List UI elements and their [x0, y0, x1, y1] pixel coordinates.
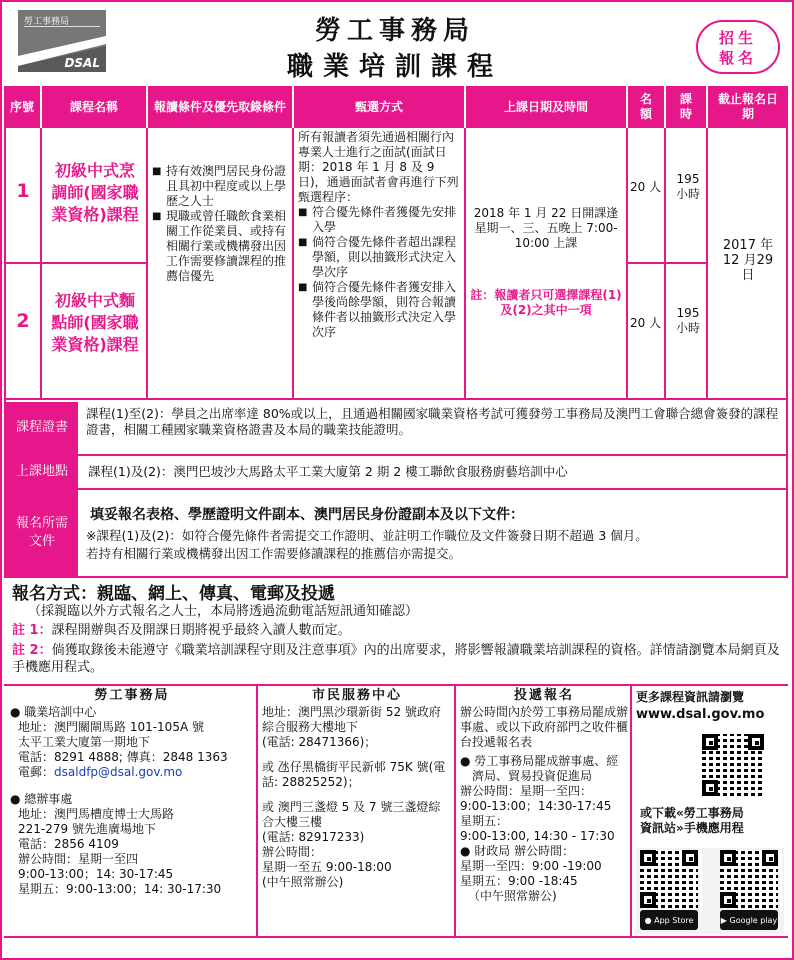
email-link[interactable]: dsaldfp@dsal.gov.mo — [54, 765, 183, 779]
documents-heading: 填妥報名表格、學歷證明文件副本、澳門居民身份證副本及以下文件： — [90, 507, 524, 523]
contacts-divider — [630, 686, 632, 936]
center-name: ● 職業培訓中心 — [10, 705, 97, 719]
table-border — [40, 128, 42, 400]
apple-icon: ● — [644, 915, 655, 925]
qr-corner — [748, 734, 764, 750]
documents-line2: 若持有相關行業或機構發出因工作需要修讀課程的推薦信亦需提交。 — [86, 546, 462, 561]
head-office-hours1: 辦公時間：星期一至四 — [18, 852, 139, 866]
course-hours: 195小時 — [675, 172, 700, 201]
dsal-contact — [10, 688, 254, 897]
center-email-row — [10, 765, 254, 780]
app-download-text — [640, 806, 786, 836]
table-border — [626, 128, 628, 400]
post-office2-text: 財政局 辦公時間： — [474, 844, 575, 858]
post-contact — [460, 688, 628, 904]
civic-address2: 或 氹仔黑橋街平民新邨 75K 號(電話: 28825252)； — [262, 760, 446, 789]
method-heading: 報名方式：親臨、網上、傳真、電郵及投遞 — [12, 584, 335, 604]
logo-rule — [24, 26, 100, 32]
course-quota: 20 人 — [630, 180, 662, 194]
web-info-title: 更多課程資訊請瀏覽 — [636, 690, 745, 704]
table-border — [664, 128, 666, 400]
requirement-item: ■ 現職或曾任職飲食業相關工作從業員、或持有相關行業或機構發出因工作需要修讀課程的推薦信優先 — [152, 209, 290, 284]
certificate-label: 課程證書 — [6, 402, 78, 454]
table-border — [706, 128, 708, 400]
googleplay-label: Google play — [729, 915, 778, 925]
table-border — [146, 128, 148, 400]
header — [0, 0, 790, 84]
post-intro: 辦公時間內於勞工事務局罷成辦事處、或以下政府部門之收件櫃台投遞報名表 — [460, 705, 629, 749]
head-office-phone: 電話：2856 4109 — [18, 837, 119, 851]
selection-intro: 所有報讀者須先通過相關行內專業人士進行之面試(面試日期：2018 年 1 月 8 及 9 日)，通過面試者會再進行下列甄選程序： — [298, 130, 459, 204]
civic-address1: 地址：澳門黑沙環新街 52 號政府綜合服務大樓地下 — [262, 705, 441, 734]
civic-hours1: 辦公時間： — [262, 845, 323, 859]
civic-address3: 或 澳門三盞燈 5 及 7 號三盞燈綜合大樓三樓 — [262, 800, 441, 829]
table-border — [786, 128, 788, 400]
civic-hours2: 星期一至五 9:00-18:00 — [262, 860, 392, 874]
spacer — [262, 750, 452, 760]
col-header-selection: 甄選方式 — [294, 86, 464, 128]
head-office-hours2: 9:00-13:00；14: 30-17:45 — [18, 867, 174, 881]
post-office1-hours3: 星期五： — [460, 814, 509, 828]
civic-contact — [262, 688, 452, 890]
googleplay-qr-code[interactable] — [720, 850, 778, 908]
col-header-hours: 課時 — [666, 86, 706, 128]
col-header-deadline: 截止報名日期 — [708, 86, 788, 128]
col-header-course: 課程名稱 — [42, 86, 146, 128]
dsal-contact-title: 勞工事務局 — [94, 688, 170, 703]
logo-letters: DSAL — [64, 56, 100, 70]
requirements-list — [152, 164, 290, 284]
download-line2: 資訊站»手機應用程 — [640, 821, 744, 835]
location-text: 課程(1)及(2)：澳門巴坡沙大馬路太平工業大廈第 2 期 2 樓工聯飲食服務廚藝培訓中心 — [88, 464, 568, 479]
enrolment-badge — [696, 20, 780, 74]
googleplay-button[interactable] — [720, 910, 778, 930]
spacer — [10, 780, 254, 792]
certificate-text: 課程(1)至(2)：學員之出席率達 80%或以上，且通過相關國家職業資格考試可獲發勞工事務局及澳門工會聯合總會簽發的課程證書，相關工種國家職業資格證書及本局的職業技能證明。 — [86, 406, 779, 437]
appstore-qr-code[interactable] — [640, 850, 698, 908]
spacer — [262, 790, 452, 800]
head-office-name: ● 總辦事處 — [10, 792, 73, 806]
selection-list — [298, 205, 462, 340]
table-border — [464, 128, 466, 400]
note2-text: 倘獲取錄後未能遵守《職業培訓課程守則及注意事項》內的出席要求，將影響報讀職業培訓課程的資格。詳情請瀏覽本局網頁及手機應用程式。 — [12, 643, 780, 675]
col-header-quota: 名額 — [628, 86, 664, 128]
head-office-name-text: 總辦事處 — [24, 792, 73, 806]
table-border — [786, 400, 788, 576]
method-sub: （採親臨以外方式報名之人士，本局將透過流動電話短訊通知確認） — [28, 604, 419, 619]
course-number: 2 — [16, 310, 30, 332]
logo-text: 勞工事務局 — [24, 17, 70, 27]
note1-text: 課程開辦與否及開課日期將視乎最終入讀人數而定。 — [51, 623, 351, 638]
method-note2 — [12, 642, 782, 676]
qr-corner — [720, 850, 736, 866]
requirement-item: ■ 持有效澳門居民身份證且具初中程度或以上學歷之人士 — [152, 164, 290, 209]
col-header-no: 序號 — [4, 86, 40, 128]
contacts-divider — [454, 686, 456, 936]
location-label: 上課地點 — [6, 456, 78, 488]
badge-line1: 招生 — [718, 29, 757, 47]
post-office1-hours4: 9:00-13:00, 14:30 - 17:30 — [460, 829, 615, 843]
course-quota: 20 人 — [630, 316, 662, 330]
play-icon: ▶ — [720, 915, 730, 925]
qr-corner — [640, 850, 656, 866]
head-office-address2: 221-279 號先進廣場地下 — [18, 822, 156, 836]
web-info — [636, 690, 784, 722]
section-divider — [4, 454, 788, 456]
dsal-logo — [18, 10, 106, 72]
qr-corner — [702, 780, 718, 796]
post-contact-title: 投遞報名 — [513, 688, 574, 703]
center-name-text: 職業培訓中心 — [24, 705, 97, 719]
row-divider — [4, 262, 146, 264]
download-line1: 或下載«勞工事務局 — [640, 806, 744, 820]
qr-corner — [702, 734, 718, 750]
documents-line1: ※課程(1)及(2)：如符合優先條件者需提交工作證明、並註明工作職位及文件簽發日期不超過 3 個月。 — [86, 528, 648, 543]
post-office2: ● 財政局 辦公時間： — [460, 844, 575, 858]
post-office1-hours1: 辦公時間：星期一至四： — [460, 784, 593, 798]
head-office-address1: 地址：澳門馬槽度博士大馬路 — [18, 807, 175, 821]
website-link[interactable]: www.dsal.gov.mo — [636, 707, 765, 722]
row-divider — [626, 262, 706, 264]
post-office1-hours2: 9:00-13:00；14:30-17:45 — [460, 799, 612, 813]
col-header-schedule: 上課日期及時間 — [466, 86, 626, 128]
qr-corner — [682, 850, 698, 866]
table-border — [4, 400, 6, 576]
course-name: 初級中式麵點師(國家職業資格)課程 — [51, 291, 139, 354]
post-office1: ● 勞工事務局罷成辦事處、經濟局、貿易投資促進局 — [460, 754, 619, 783]
website-qr-code[interactable] — [702, 734, 764, 796]
badge-line2: 報名 — [718, 49, 757, 67]
page-subtitle: 職業培訓課程 — [286, 52, 503, 82]
appstore-button[interactable] — [640, 910, 698, 930]
center-address1: 地址：澳門關閘馬路 101-105A 號 — [18, 720, 204, 734]
note1-label: 註 1： — [12, 623, 52, 638]
selection-item: ■ 倘符合優先條件者獲安排入學後尚餘學額，則符合報讀條件者以抽籤形式決定入學次序 — [298, 280, 462, 340]
center-phone: 電話：8291 4888; 傳真：2848 1363 — [18, 750, 228, 764]
center-address2: 太平工業大廈第一期地下 — [18, 735, 151, 749]
email-label: 電郵： — [18, 765, 55, 779]
col-header-requirements: 報讀條件及優先取錄條件 — [148, 86, 292, 128]
selection-item: ■ 符合優先條件者獲優先安排入學 — [298, 205, 462, 235]
page-title: 勞工事務局 — [314, 16, 475, 46]
appstore-label: App Store — [654, 915, 694, 925]
civic-phone3: (電話: 82917233) — [262, 830, 365, 844]
civic-phone1: (電話: 28471366)； — [262, 735, 377, 749]
qr-corner — [720, 892, 736, 908]
schedule-text: 2018 年 1 月 22 日開課逢星期一、三、五晚上 7:00-10:00 上課 — [473, 206, 619, 250]
qr-corner — [640, 892, 656, 908]
course-number: 1 — [16, 180, 30, 202]
post-office2-hours3: （中午照常辦公) — [468, 889, 557, 903]
table-border — [4, 398, 788, 400]
qr-corner — [762, 850, 778, 866]
section-divider — [4, 576, 788, 578]
civic-hours3: (中午照常辦公) — [262, 875, 344, 889]
documents-label: 報名所需文件 — [6, 490, 78, 576]
course-hours: 195小時 — [675, 306, 700, 335]
method-note1 — [12, 622, 782, 639]
schedule-note: 註：報讀者只可選擇課程(1)及(2)之其中一項 — [470, 288, 622, 317]
contacts-top-border — [4, 684, 788, 686]
section-divider — [4, 488, 788, 490]
deadline: 2017 年12 月29 日 — [722, 238, 774, 283]
app-download-panel — [636, 848, 784, 934]
table-border — [292, 128, 294, 400]
post-office1-text: 勞工事務局罷成辦事處、經濟局、貿易投資促進局 — [472, 754, 619, 783]
civic-contact-title: 市民服務中心 — [311, 688, 402, 703]
post-office2-hours1: 星期一至四：9:00 -19:00 — [460, 859, 602, 873]
selection-method — [298, 130, 462, 340]
post-office2-hours2: 星期五：9:00 -18:45 — [460, 874, 578, 888]
head-office-hours3: 星期五：9:00-13:00；14: 30-17:30 — [18, 882, 222, 896]
note2-label: 註 2： — [12, 643, 52, 658]
contacts-bottom-border — [4, 936, 788, 938]
contacts-divider — [256, 686, 258, 936]
course-name: 初級中式烹調師(國家職業資格)課程 — [51, 161, 139, 224]
selection-item: ■ 倘符合優先條件者超出課程學額，則以抽籤形式決定入學次序 — [298, 235, 462, 280]
table-border — [4, 128, 6, 400]
